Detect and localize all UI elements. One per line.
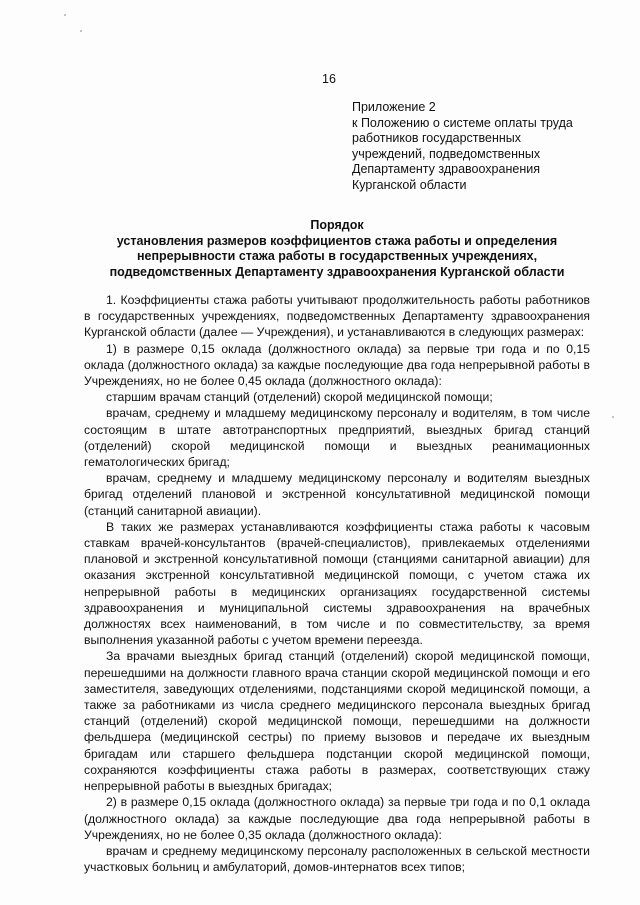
paragraph: В таких же размерах устанавливаются коэффициенты стажа работы к часовым ставкам врачей-консультантов (врачей-специалистов), привлекаемых отделениями плановой и экстренной консультативной помощи (станциями санитарной авиации) для оказания экстренной консультативной медицинской помощи, с учетом стажа их непрерывной работы в медицинских организациях государственной системы здравоохранения и муниципальной системы здравоохранения на врачебных должностях всех наименований, в том числе и по совместительству, за время выполнения указанной работы с учетом времени переезда. xyxy=(84,519,590,648)
appendix-line: к Положению о системе оплаты труда xyxy=(352,115,573,130)
title-line: непрерывности стажа работы в государственных учреждениях, xyxy=(136,249,538,263)
page-number: 16 xyxy=(322,72,336,86)
paragraph: врачам, среднему и младшему медицинскому персоналу и водителям, в том числе состоящим в штате автотранспортных предприятий, выездных бригад станций (отделений) скорой медицинской помощи и выездных реанимационных гематологических бригад; xyxy=(84,406,590,470)
scan-speck xyxy=(612,416,614,418)
appendix-line: Департаменту здравоохранения xyxy=(352,162,540,176)
paragraph: старшим врачам станций (отделений) скорой медицинской помощи; xyxy=(106,390,493,405)
title-line: Порядок xyxy=(310,218,364,232)
appendix-line: работников государственных xyxy=(352,131,522,145)
scan-speck xyxy=(80,30,82,32)
title-line: подведомственных Департаменту здравоохранения Курганской области xyxy=(109,264,565,279)
appendix-line: Приложение 2 xyxy=(352,100,436,114)
document-body xyxy=(84,292,590,875)
appendix-note xyxy=(352,100,612,193)
scan-speck xyxy=(64,14,66,16)
paragraph: За врачами выездных бригад станций (отделений) скорой медицинской помощи, перешедшими на должности главного врача станции скорой медицинской помощи и его заместителя, заведующих отделениями, подстанциями скорой медицинской помощи, а также за работниками из числа среднего медицинского персонала выездных бригад станций (отделений) скорой медицинской помощи, перешедшими на должности фельдшера (медицинской сестры) по приему вызовов и передаче их выездным бригадам или старшего фельдшера подстанции скорой медицинской помощи, сохраняются коэффициенты стажа работы в размерах, соответствующих стажу непрерывной работы в выездных бригадах; xyxy=(84,649,590,794)
appendix-line: Курганской области xyxy=(352,177,467,192)
paragraph: 2) в размере 0,15 оклада (должностного оклада) за первые три года и по 0,1 оклада (должностного оклада) за каждые последующие два года непрерывной работы в Учреждениях, но не более 0,35 оклада (должностного оклада): xyxy=(84,795,590,842)
title-line: установления размеров коэффициентов стажа работы и определения xyxy=(116,233,558,248)
paragraph: врачам, среднему и младшему медицинскому персоналу и водителям выездных бригад отделений плановой и экстренной консультативной медицинской помощи (станций санитарной авиации). xyxy=(84,471,590,518)
paragraph: 1) в размере 0,15 оклада (должностного оклада) за первые три года и по 0,15 оклада (должностного оклада) за каждые последующие два года непрерывной работы в Учреждениях, но не более 0,45 оклада (должностного оклада): xyxy=(84,341,590,389)
paragraph: врачам и среднему медицинскому персоналу расположенных в сельской местности участковых больниц и амбулаторий, домов-интернатов всех типов; xyxy=(84,843,590,875)
document-title xyxy=(82,218,592,280)
paragraph: 1. Коэффициенты стажа работы учитывают продолжительность работы работников в государственных учреждениях, подведомственных Департаменту здравоохранения Курганской области (далее — Учреждения), и устанавливаются в следующих размерах: xyxy=(84,293,590,340)
appendix-line: учреждений, подведомственных xyxy=(352,146,541,161)
